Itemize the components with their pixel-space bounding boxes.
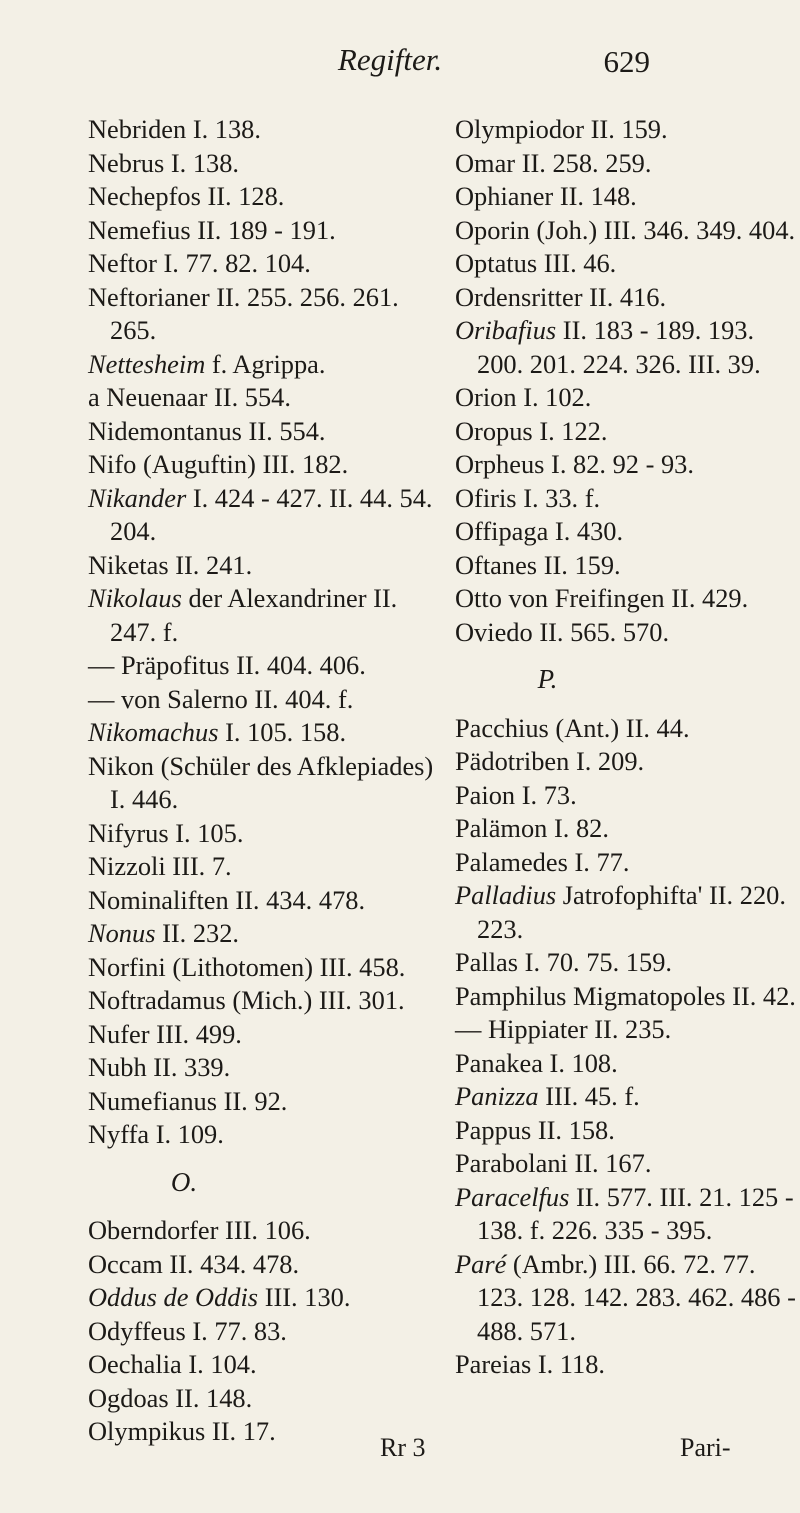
index-entry	[88, 1051, 440, 1085]
entry-name: Paion	[455, 779, 516, 810]
entry-reference: III. 130.	[264, 1282, 351, 1312]
entry-name: Ofiris	[455, 482, 517, 513]
section-letter-p: P.	[537, 664, 558, 694]
entry-reference: I. 138.	[192, 114, 261, 144]
entry-name: Nikon	[88, 750, 154, 781]
index-entry	[88, 348, 440, 382]
entry-reference: II. 17.	[211, 1416, 276, 1446]
entry-reference: I. 108.	[549, 1047, 618, 1078]
entry-name: — Präpofitus	[88, 650, 230, 680]
entry-name: Otto von Freifingen	[455, 583, 665, 613]
entry-name: Nonus	[88, 918, 156, 948]
entry-name: Pallas	[455, 947, 519, 977]
entry-reference: II. 404. 406.	[236, 650, 366, 680]
entry-name: Nechepfos	[88, 181, 201, 211]
entry-name: Olympiodor	[455, 114, 585, 144]
entry-name: Parabolani	[455, 1148, 568, 1178]
index-entry	[455, 1013, 800, 1047]
index-entry	[455, 779, 800, 813]
index-entry	[88, 984, 440, 1018]
entry-reference: II. 429.	[671, 583, 749, 613]
entry-reference: I. 430.	[554, 516, 624, 546]
entry-reference: I. 77. 82. 104.	[163, 248, 311, 278]
entry-reference: II. 42.	[732, 980, 796, 1011]
entry-reference: I. 82. 92 - 93.	[551, 449, 694, 479]
entry-name: Palämon	[455, 813, 548, 843]
index-entry	[88, 1315, 440, 1349]
index-entry	[88, 381, 440, 415]
entry-name: — Hippiater	[455, 1014, 588, 1044]
entries-o-continued	[455, 113, 800, 649]
index-entry	[88, 884, 440, 918]
entry-reference: der Alexandriner II. 247. f.	[110, 583, 398, 647]
entry-name: Oberndorfer	[88, 1215, 219, 1245]
entry-reference: (Ambr.) III. 66. 72. 77. 123. 128. 142. 283. 462. 486 - 488. 571.	[477, 1248, 796, 1346]
index-entry	[455, 1181, 800, 1248]
index-entry	[455, 1248, 800, 1349]
entry-name: Niketas	[88, 549, 169, 580]
page-header	[0, 42, 800, 102]
entry-reference: I. 82.	[553, 813, 609, 843]
index-entry	[455, 582, 800, 616]
entry-reference: III. 45. f.	[545, 1081, 640, 1111]
entry-reference: II. 232.	[162, 918, 240, 948]
entry-name: Nubh	[88, 1052, 147, 1082]
index-entry	[455, 1080, 800, 1114]
index-entry	[455, 281, 800, 315]
entry-reference: II. 434. 478.	[169, 1248, 300, 1279]
index-entry	[88, 582, 440, 649]
entry-name: Nebriden	[88, 114, 187, 144]
entry-reference: III. 7.	[172, 851, 232, 881]
index-entry	[88, 1085, 440, 1119]
index-entry	[88, 649, 440, 683]
index-entry	[455, 1047, 800, 1081]
entry-name: Pädotriben	[455, 746, 570, 776]
index-entry	[455, 846, 800, 880]
index-entry	[455, 549, 800, 583]
entry-reference: I. 122.	[539, 415, 608, 446]
entry-name: Oviedo	[455, 616, 533, 647]
entries-n	[88, 113, 440, 1152]
entry-reference: II. 241.	[175, 549, 253, 580]
index-entry	[88, 247, 440, 281]
entry-name: Oropus	[455, 415, 533, 446]
entry-reference: (Schüler des Afklepiades) I. 446.	[110, 750, 434, 814]
entry-name: Omar	[455, 147, 516, 178]
entry-reference: II. 128.	[207, 181, 285, 211]
index-entry	[88, 113, 440, 147]
entry-name: Oddus de Oddis	[88, 1282, 259, 1312]
right-column	[455, 113, 800, 1382]
index-entry	[455, 616, 800, 650]
index-entry	[88, 1018, 440, 1052]
page-number: 629	[603, 44, 650, 79]
entry-reference: I. 102.	[523, 382, 592, 412]
entry-reference: f. Agrippa.	[211, 348, 326, 379]
entry-name: — von Salerno	[88, 683, 248, 714]
index-entry	[88, 147, 440, 181]
index-entry	[88, 281, 440, 348]
entry-reference: II. 255. 256. 261. 265.	[110, 281, 399, 345]
entry-name: Occam	[88, 1248, 163, 1279]
entry-name: Nikolaus	[88, 583, 182, 613]
index-entry	[455, 314, 800, 381]
entry-reference: Jatrofophifta' II. 220. 223.	[477, 880, 786, 944]
entry-name: Nyffa	[88, 1119, 150, 1149]
entry-name: Ordensritter	[455, 281, 583, 312]
index-entry	[88, 716, 440, 750]
entry-reference: (Auguftin) III. 182.	[142, 449, 349, 479]
index-entry	[88, 951, 440, 985]
index-entry	[455, 482, 800, 516]
entry-name: Optatus	[455, 248, 538, 278]
entry-reference: II. 183 - 189. 193. 200. 201. 224. 326. III. 39.	[477, 315, 761, 379]
index-entry	[88, 1214, 440, 1248]
index-entry	[88, 750, 440, 817]
entry-name: Nikomachus	[88, 717, 219, 747]
index-entry	[455, 214, 800, 248]
entry-reference: I. 77.	[574, 846, 630, 877]
entry-reference: I. 33. f.	[523, 482, 601, 513]
left-column	[88, 113, 440, 1449]
entry-name: Olympikus	[88, 1416, 206, 1446]
index-entry	[88, 850, 440, 884]
entry-reference: III. 46.	[543, 248, 617, 278]
entry-name: Panakea	[455, 1047, 543, 1078]
entry-reference: II. 565. 570.	[539, 616, 670, 647]
entry-reference: I. 104.	[188, 1349, 257, 1379]
entry-name: Numefianus	[88, 1085, 217, 1116]
entry-name: Palladius	[455, 880, 557, 910]
entry-reference: II. 258. 259.	[521, 147, 652, 178]
index-entry	[455, 448, 800, 482]
entry-name: Nizzoli	[88, 851, 166, 881]
entry-reference: II. 404. f.	[254, 683, 354, 714]
entry-reference: I. 424 - 427. II. 44. 54. 204.	[110, 482, 433, 546]
entry-name: Nidemontanus	[88, 415, 242, 446]
entry-reference: II. 148.	[559, 181, 637, 211]
index-entry	[88, 482, 440, 549]
entry-name: Panizza	[455, 1081, 539, 1111]
entry-reference: I. 70. 75. 159.	[524, 947, 672, 977]
entry-name: Pamphilus Migmatopoles	[455, 980, 726, 1011]
index-entry	[88, 549, 440, 583]
entry-name: Ogdoas	[88, 1382, 169, 1413]
entry-name: Norfini	[88, 951, 166, 982]
entry-name: Nettesheim	[88, 348, 206, 379]
entry-reference: II. 577. III. 21. 125 - 138. f. 226. 335 - 395.	[477, 1181, 794, 1245]
entry-name: Nifyrus	[88, 817, 169, 848]
entry-reference: (Ant.) II. 44.	[555, 712, 690, 743]
index-entry	[88, 817, 440, 851]
entry-reference: II. 339.	[153, 1052, 231, 1082]
entry-name: Palamedes	[455, 846, 568, 877]
index-entry	[455, 515, 800, 549]
index-entry	[88, 1118, 440, 1152]
index-entry	[455, 712, 800, 746]
entry-name: Paré	[455, 1248, 507, 1279]
entry-name: Nikander	[88, 482, 187, 513]
index-entry	[88, 448, 440, 482]
entry-reference: (Mich.) III. 301.	[232, 985, 405, 1015]
index-entry	[88, 214, 440, 248]
entry-reference: II. 159.	[543, 549, 621, 580]
running-title: Regifter.	[337, 42, 443, 77]
index-entry	[455, 415, 800, 449]
index-entry	[88, 1248, 440, 1282]
index-entry	[455, 1114, 800, 1148]
index-entry	[88, 1281, 440, 1315]
entry-name: Noftradamus	[88, 985, 226, 1015]
index-entry	[88, 683, 440, 717]
entry-name: Odyffeus	[88, 1315, 186, 1346]
entry-name: Nifo	[88, 449, 137, 479]
entry-name: Orion	[455, 382, 517, 412]
entry-reference: II. 148.	[175, 1382, 253, 1413]
entry-name: Neftorianer	[88, 281, 210, 312]
entry-name: Nemefius	[88, 214, 191, 245]
entry-reference: II. 189 - 191.	[197, 214, 336, 245]
entry-reference: II. 158.	[537, 1114, 615, 1145]
entry-name: Orpheus	[455, 449, 545, 479]
entry-reference: II. 434. 478.	[235, 884, 366, 915]
entry-reference: I. 109.	[155, 1119, 224, 1149]
entry-reference: I. 105.	[175, 817, 244, 848]
index-entry	[88, 1382, 440, 1416]
entry-name: Nebrus	[88, 147, 165, 178]
index-entry	[455, 812, 800, 846]
index-entry	[88, 1348, 440, 1382]
index-entry	[455, 980, 800, 1014]
index-entry	[455, 381, 800, 415]
entry-name: Offipaga	[455, 516, 549, 546]
entry-name: Pappus	[455, 1114, 532, 1145]
entry-name: Nufer	[88, 1018, 150, 1049]
entry-reference: I. 105. 158.	[225, 717, 347, 747]
page-footer	[0, 1433, 800, 1473]
index-entry	[455, 745, 800, 779]
entry-name: Oribafius	[455, 315, 557, 345]
index-entry	[455, 147, 800, 181]
entry-reference: I. 77. 83.	[192, 1315, 287, 1346]
entry-reference: I. 73.	[521, 779, 577, 810]
index-entry	[88, 415, 440, 449]
signature-mark: Rr 3	[380, 1433, 426, 1462]
entry-name: Pareias	[455, 1349, 532, 1379]
entry-reference: II. 159.	[590, 114, 668, 144]
entry-name: a Neuenaar	[88, 382, 208, 412]
entry-reference: II. 235.	[594, 1014, 672, 1044]
entry-name: Oftanes	[455, 549, 538, 580]
index-entry	[455, 946, 800, 980]
entry-name: Oechalia	[88, 1349, 182, 1379]
section-letter-o: O.	[170, 1166, 198, 1197]
entry-reference: II. 554.	[248, 415, 326, 446]
index-entry	[455, 247, 800, 281]
entry-name: Neftor	[88, 248, 157, 278]
entry-reference: (Lithotomen) III. 458.	[172, 951, 406, 982]
entry-reference: I. 138.	[170, 147, 240, 178]
entry-reference: III. 499.	[156, 1018, 242, 1049]
entry-reference: I. 209.	[575, 746, 645, 776]
entry-reference: III. 106.	[225, 1215, 311, 1245]
entry-name: Nominaliften	[88, 884, 229, 915]
entry-reference: (Joh.) III. 346. 349. 404.	[536, 214, 796, 245]
index-entry	[455, 113, 800, 147]
catchword: Pari-	[680, 1433, 731, 1462]
index-entry	[455, 1348, 800, 1382]
index-entry	[455, 1147, 800, 1181]
entry-name: Pacchius	[455, 712, 549, 743]
index-entry	[88, 917, 440, 951]
index-entry	[88, 180, 440, 214]
index-entry	[455, 879, 800, 946]
entries-o	[88, 1214, 440, 1449]
entry-reference: II. 167.	[574, 1148, 652, 1178]
entries-p	[455, 712, 800, 1382]
entry-reference: I. 118.	[537, 1349, 606, 1379]
entry-name: Paracelfus	[455, 1181, 570, 1212]
entry-name: Oporin	[455, 214, 530, 245]
entry-reference: II. 92.	[223, 1085, 288, 1116]
entry-reference: II. 416.	[589, 281, 667, 312]
index-entry	[455, 180, 800, 214]
entry-name: Ophianer	[455, 181, 554, 211]
entry-reference: II. 554.	[214, 382, 291, 412]
